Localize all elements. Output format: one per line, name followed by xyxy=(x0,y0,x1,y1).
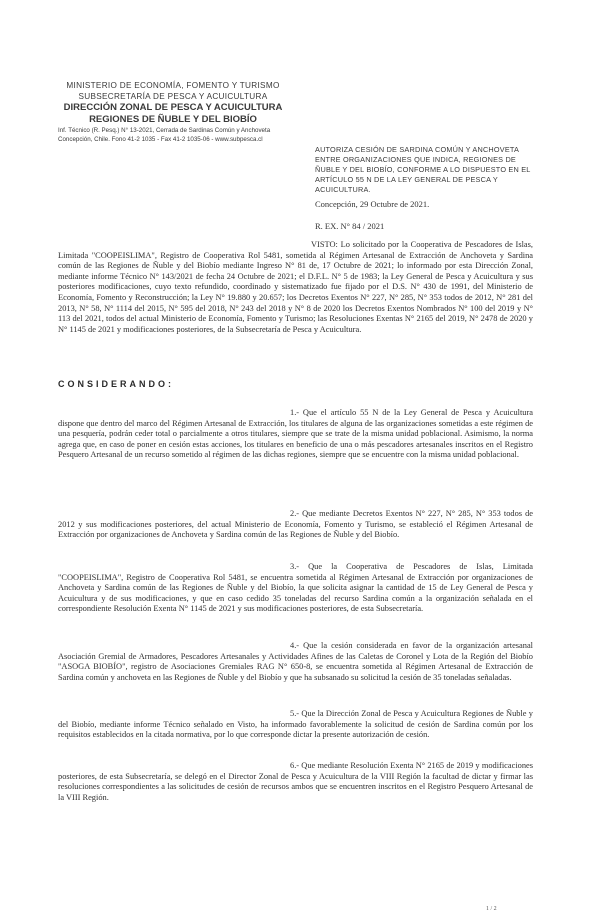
ministry-name: MINISTERIO DE ECONOMÍA, FOMENTO Y TURISMO xyxy=(66,81,280,90)
direccion-name: DIRECCIÓN ZONAL DE PESCA Y ACUICULTURA xyxy=(63,102,283,113)
resolution-number: R. EX. N° 84 / 2021 xyxy=(315,221,385,231)
considerando-heading: CONSIDERANDO: xyxy=(58,379,175,389)
place-date: Concepción, 29 Octubre de 2021. xyxy=(315,199,430,209)
considerando-5: 5.- Que la Dirección Zonal de Pesca y Acuicultura Regiones de Ñuble y del Biobío, mediante informe Técnico señalado en Visto, ha informado favorablemente la solicitud de cesión de Sardina común por los requisitos establecidos en la citada normativa, por lo que corresponde dictar la presente autorización de cesión. xyxy=(58,709,533,740)
considerando-2: 2.- Que mediante Decretos Exentos N° 227, N° 285, N° 353 todos de 2012 y sus modificaciones posteriores, del actual Ministerio de Economía, Fomento y Turismo, se estableció el Régimen Artesanal de Extracción por organizaciones de Anchoveta y Sardina común de las Regiones de Ñuble y del Biobío. xyxy=(58,509,533,540)
considerando-4: 4.- Que la cesión considerada en favor de la organización artesanal Asociación Gremial de Armadores, Pescadores Artesanales y Actividades Afines de las Caletas de Coronel y Lota de la Región del Biobío "ASOGA BIOBÍO", registro de Asociaciones Gremiales RAG N° 650-8, se encuentra sometida al Régimen Artesanal de Extracción de Sardina común y anchoveta en las Regiones de Ñuble y del Biobío y que ha subsanado su solicitud la cesión de 35 toneladas señaladas. xyxy=(58,641,533,682)
page-number: 1 / 2 xyxy=(486,906,497,912)
address-line-2: Concepción, Chile. Fono 41-2 1035 - Fax 41-2 1035-06 - www.subpesca.cl xyxy=(58,136,263,143)
subsecretaria-name: SUBSECRETARÍA DE PESCA Y ACUICULTURA xyxy=(78,92,268,101)
address-line-1: Inf. Técnico (R. Pesq.) N° 13-2021, Cerrada de Sardinas Común y Anchoveta xyxy=(58,127,271,134)
considerando-6: 6.- Que mediante Resolución Exenta N° 2165 de 2019 y modificaciones posteriores, de esta Subsecretaría, se delegó en el Director Zonal de Pesca y Acuicultura de la VIII Región la facultad de dictar y firmar las resoluciones correspondientes a las solicitudes de cesión de recursos ambos que se encuentren inscritos en el Registro Pesquero Artesanal de la VIII Región. xyxy=(58,761,533,802)
considerando-1: 1.- Que el artículo 55 N de la Ley General de Pesca y Acuicultura dispone que dentro del marco del Régimen Artesanal de Extracción, los titulares de alguna de las organizaciones sometidas a este régimen de una pesquería, podrán ceder total o parcialmente a otros titulares, siempre que se trate de la misma unidad poblacional. Asimismo, la norma agrega que, en caso de poner en cesión estas acciones, los titulares en beneficio de una o más pescadores artesanales inscritos en el Registro Pesquero Artesanal de un recurso sometido al régimen de las dichas regiones, siempre que se encuentre con la misma unidad poblacional. xyxy=(58,408,533,460)
considerando-3: 3.- Que la Cooperativa de Pescadores de Islas, Limitada "COOPEISLIMA", Registro de Cooperativa Rol 5481, se encuentra sometida al Régimen Artesanal de Extracción por organizaciones de Anchoveta y Sardina común de las Regiones de Ñuble y del Biobío, la que solicita asignar la cantidad de 15 de Ley General de Pesca y Acuicultura y de sus modificaciones, y que en caso cedido 35 toneladas del recurso Sardina común a la organización señalada en el correspondiente Resolución Exenta N° 1145 de 2021 y sus modificaciones posteriores, de esta Subsecretaría. xyxy=(58,562,533,614)
regiones-name: REGIONES DE ÑUBLE Y DEL BIOBÍO xyxy=(89,114,257,125)
letterhead xyxy=(58,80,288,144)
visto-paragraph: VISTO: Lo solicitado por la Cooperativa de Pescadores de Islas, Limitada "COOPEISLIMA", Registro de Cooperativa Rol 5481, sometida al Régimen Artesanal de Extracción de Anchoveta y Sardina común de las Regiones de Ñuble y del Biobío mediante Ingreso N° 81 de, 17 Octubre de 2021; lo informado por esta Dirección Zonal, mediante informe Técnico N° 143/2021 de fecha 24 Octubre de 2021; el D.F.L. N° 5 de 1983; la Ley General de Pesca y Acuicultura y sus posteriores modificaciones, cuyo texto refundido, coordinado y sistematizado fue fijado por el D.S. N° 430 de 1991, del Ministerio de Economía, Fomento y Reconstrucción; la Ley N° 19.880 y 20.657; los Decretos Exentos N° 227, N° 285, N° 353 todos de 2012, N° 281 del 2013, N° 58, N° 1114 del 2015, N° 595 del 2018, N° 243 del 2018 y N° 8 de 2020 los Decretos Exentos Nombrados N° 100 del 2019 y N° 113 del 2021, todos del actual Ministerio de Economía, Fomento y Turismo; las Resoluciones Exentas N° 2165 del 2019, N° 2478 de 2020 y N° 1145 de 2021 y modificaciones posteriores, de la Subsecretaría de Pesca y Acuicultura. xyxy=(58,240,533,334)
resolution-subject: AUTORIZA CESIÓN DE SARDINA COMÚN Y ANCHOVETA ENTRE ORGANIZACIONES QUE INDICA, REGIONES DE ÑUBLE Y DEL BIOBÍO, CONFORME A LO DISPUESTO EN EL ARTÍCULO 55 N DE LA LEY GENERAL DE PESCA Y ACUICULTURA. xyxy=(315,145,531,194)
